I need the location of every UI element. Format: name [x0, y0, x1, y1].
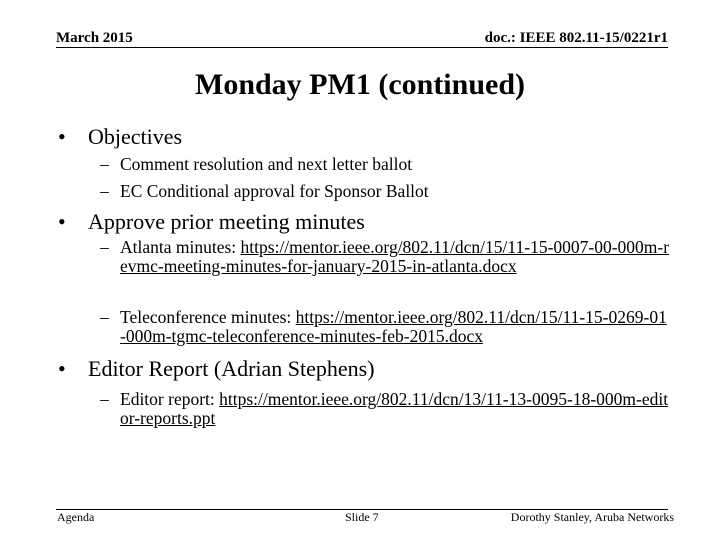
sub-item	[100, 390, 672, 428]
header-date: March 2015	[56, 30, 133, 46]
dash-icon: –	[100, 307, 109, 327]
sub-item	[100, 238, 672, 276]
dash-icon: –	[100, 237, 109, 257]
footer-left: Agenda	[57, 510, 95, 524]
sub-item-text: Comment resolution and next letter ballot	[120, 154, 413, 174]
sub-item-label: Teleconference minutes:	[120, 307, 296, 327]
sub-item	[100, 308, 672, 346]
bullet-dot-icon: •	[58, 209, 66, 234]
bullet-dot-icon: •	[58, 356, 66, 381]
slide-title: Monday PM1 (continued)	[195, 68, 525, 101]
sub-item-text	[120, 390, 672, 428]
sub-item-text: EC Conditional approval for Sponsor Ballot	[120, 181, 429, 201]
bullet-heading: Editor Report (Adrian Stephens)	[88, 356, 375, 381]
bullet-heading: Approve prior meeting minutes	[88, 209, 365, 234]
bullet-heading: Objectives	[88, 124, 183, 149]
dash-icon: –	[100, 389, 109, 409]
dash-icon: –	[100, 154, 109, 174]
sub-item	[100, 182, 672, 201]
dash-icon: –	[100, 181, 109, 201]
footer-author: Dorothy Stanley, Aruba Networks	[510, 510, 674, 524]
sub-item-label: Atlanta minutes:	[120, 237, 241, 257]
sub-item	[100, 155, 672, 174]
sub-item-text	[120, 308, 672, 346]
bullet-objectives	[58, 124, 182, 150]
bullet-editor-report	[58, 356, 375, 382]
bullet-dot-icon: •	[58, 124, 66, 149]
sub-item-label: Editor report:	[120, 389, 220, 409]
atlanta-minutes-link[interactable]: https://mentor.ieee.org/802.11/dcn/15/11-15-0007-00-000m-revmc-meeting-minutes-for-january-2015-in-atlanta.docx	[120, 237, 670, 276]
editor-report-link[interactable]: https://mentor.ieee.org/802.11/dcn/13/11-13-0095-18-000m-editor-reports.ppt	[120, 389, 669, 428]
header-doc-id: doc.: IEEE 802.11-15/0221r1	[484, 30, 668, 46]
header-divider	[56, 47, 668, 48]
teleconference-minutes-link[interactable]: https://mentor.ieee.org/802.11/dcn/15/11-15-0269-01-000m-tgmc-teleconference-minutes-feb-2015.docx	[120, 307, 667, 346]
sub-item-text	[120, 238, 672, 276]
bullet-approve-minutes	[58, 209, 365, 235]
slide-number: Slide 7	[345, 510, 379, 524]
